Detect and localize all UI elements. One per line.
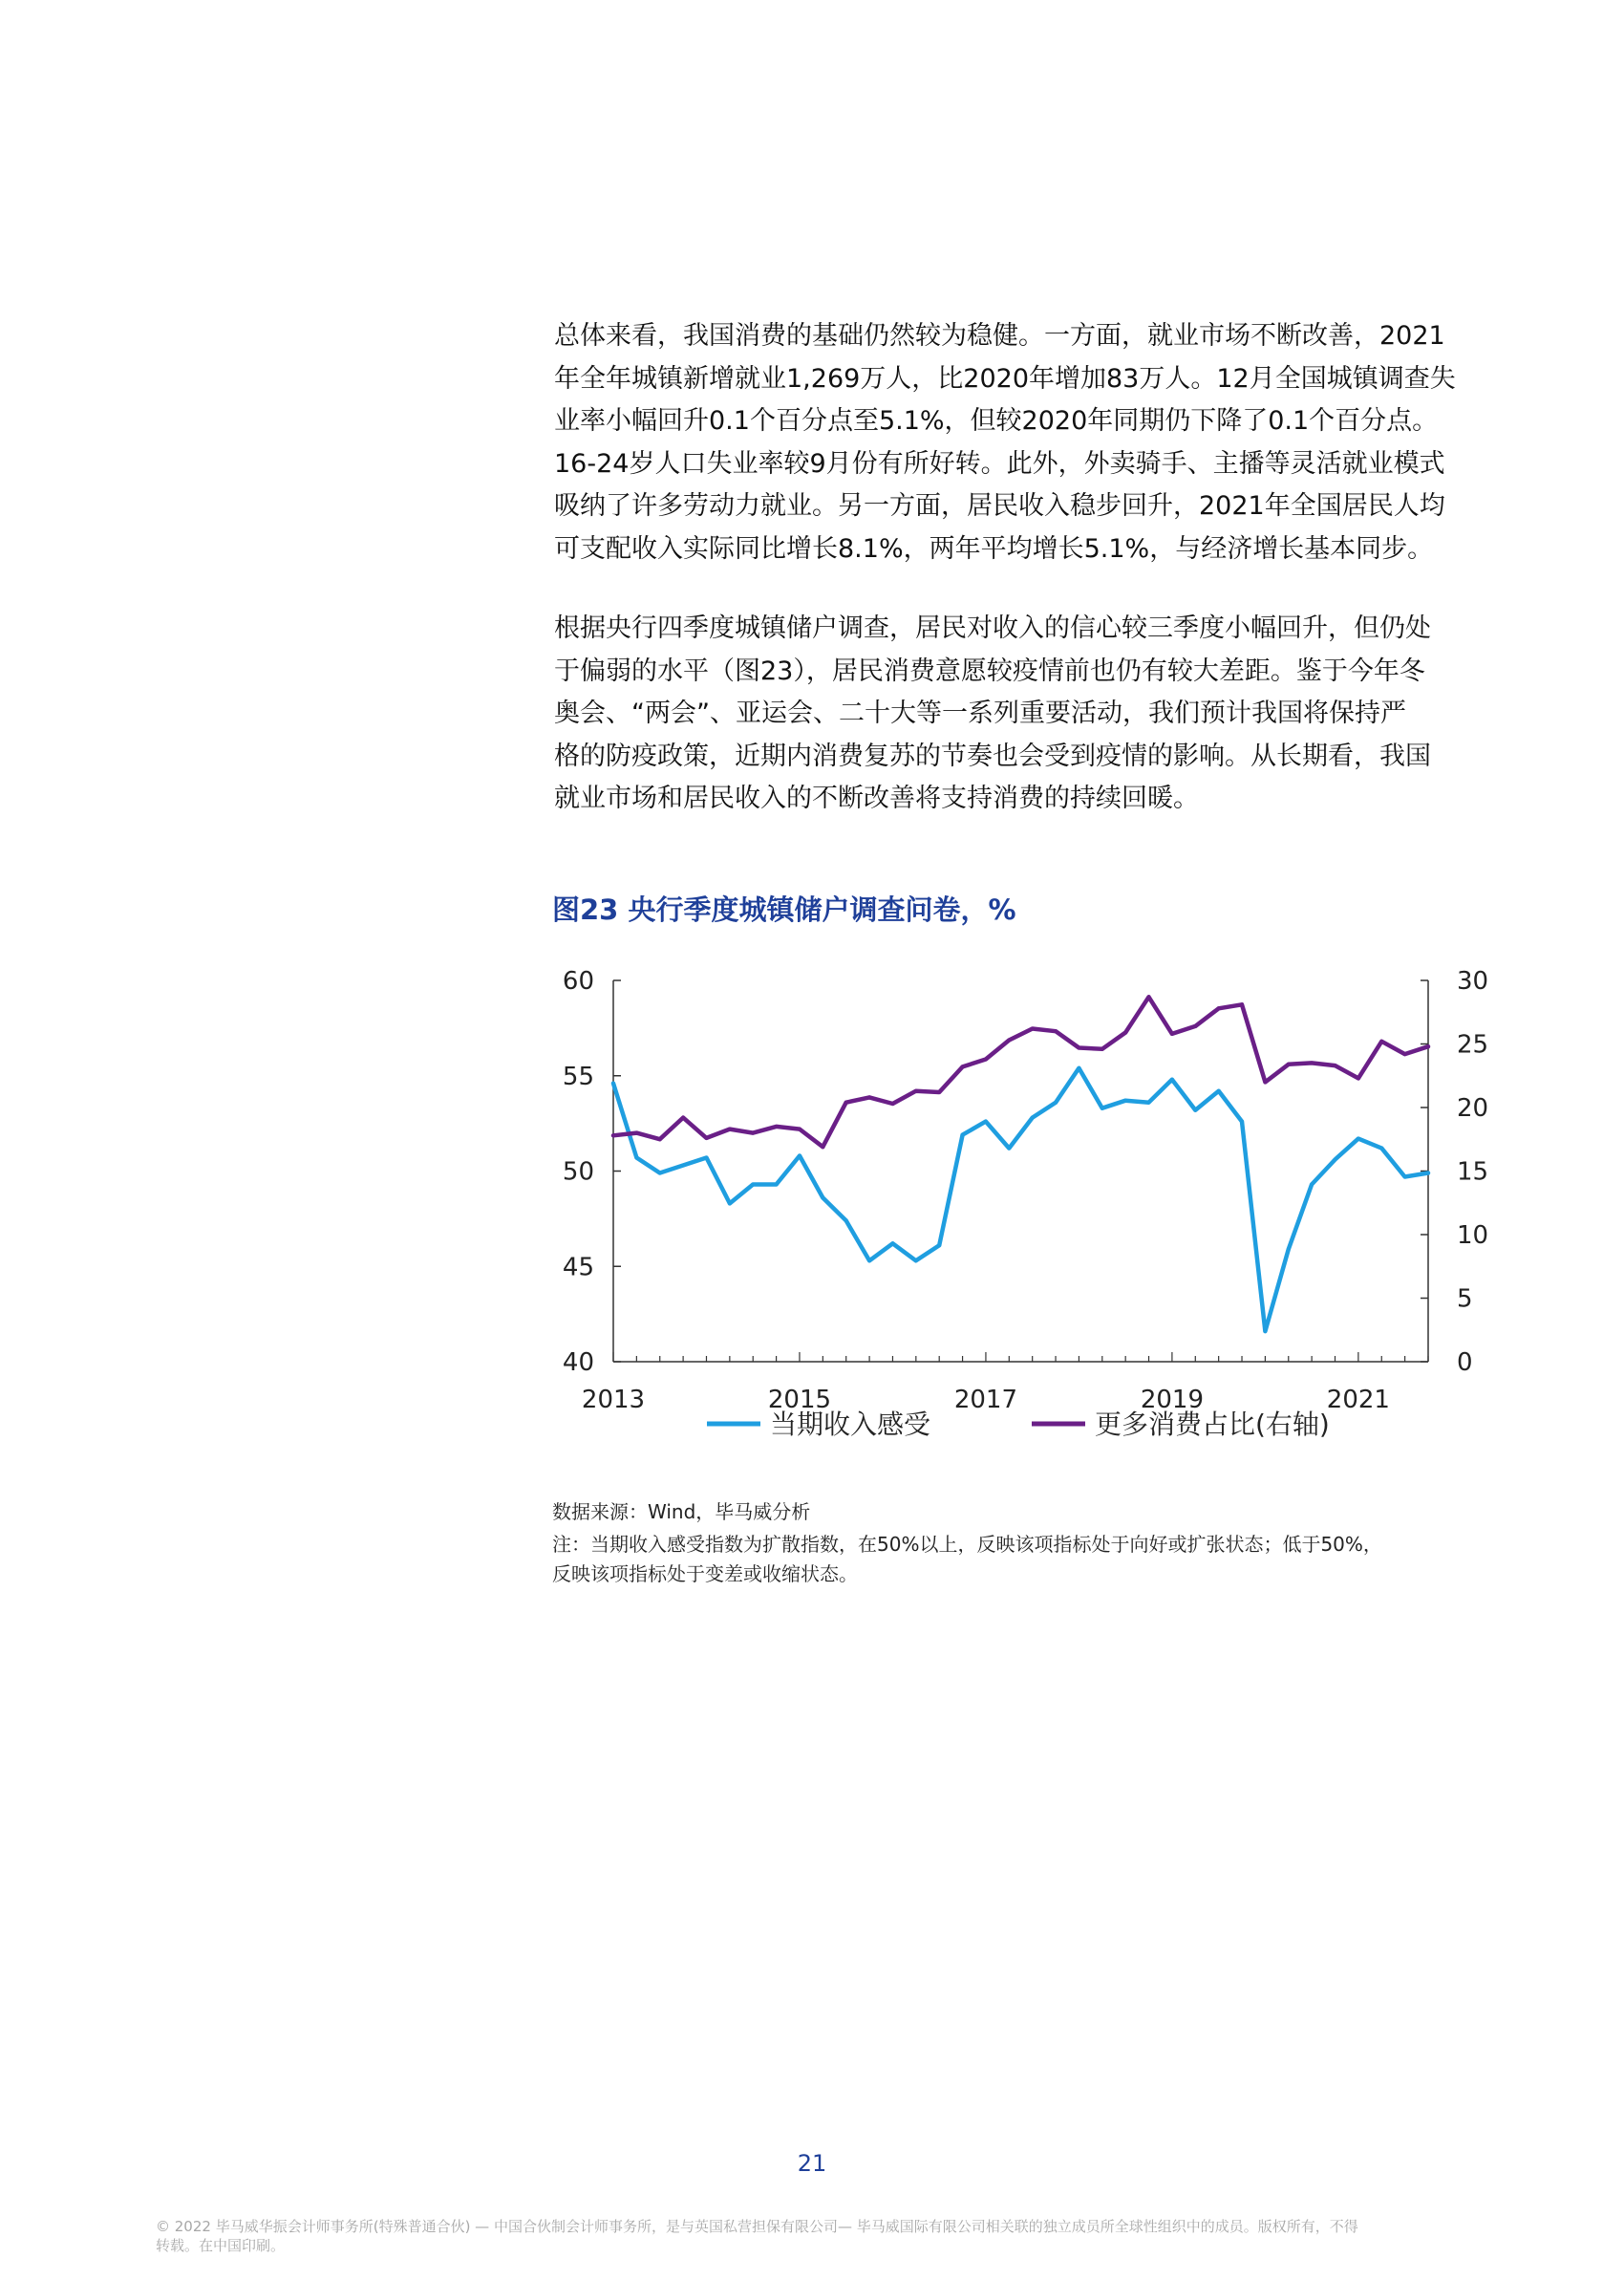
data-point — [961, 1065, 965, 1068]
right-axis-tick-label: 20 — [1457, 1094, 1489, 1123]
data-point — [1193, 1024, 1197, 1028]
data-point — [890, 1102, 894, 1106]
data-point — [844, 1101, 848, 1105]
data-point — [1334, 1158, 1337, 1162]
data-point — [867, 1095, 871, 1099]
copyright-footer — [156, 2217, 1484, 2255]
data-point — [1100, 1047, 1104, 1051]
right-axis-tick-label: 10 — [1457, 1221, 1489, 1250]
paragraph-line: 总体来看，我国消费的基础仍然较为稳健。一方面，就业市场不断改善，2021 — [554, 321, 1445, 351]
data-point — [961, 1133, 965, 1137]
data-point — [1077, 1066, 1080, 1070]
data-point — [1031, 1027, 1035, 1031]
data-point — [1357, 1137, 1360, 1141]
data-point — [984, 1120, 988, 1124]
data-point — [1240, 1120, 1244, 1124]
right-axis-tick-label: 30 — [1457, 967, 1489, 996]
body-paragraph-2 — [554, 608, 1481, 821]
data-point — [704, 1156, 708, 1160]
left-axis-tick-label: 45 — [562, 1253, 594, 1282]
data-point — [1054, 1101, 1058, 1105]
data-point — [1147, 1101, 1151, 1105]
x-axis-tick-label: 2021 — [1326, 1386, 1390, 1414]
data-point — [1287, 1063, 1291, 1066]
x-axis-tick-label: 2017 — [953, 1386, 1018, 1414]
figure-title: 图23 央行季度城镇储户调查问卷，% — [552, 893, 1016, 926]
data-point — [751, 1131, 755, 1135]
data-point — [1287, 1247, 1291, 1251]
series-line-2 — [613, 997, 1428, 1147]
data-point — [1379, 1147, 1383, 1151]
legend-label: 更多消费占比(右轴) — [1095, 1409, 1330, 1440]
data-point — [728, 1128, 732, 1131]
data-point — [1379, 1040, 1383, 1043]
x-axis-tick-label: 2019 — [1140, 1386, 1205, 1414]
data-point — [658, 1171, 662, 1174]
data-point — [681, 1116, 685, 1120]
data-point — [1334, 1064, 1337, 1067]
data-point — [1240, 1002, 1244, 1006]
data-point — [914, 1258, 918, 1262]
body-paragraph-1 — [554, 315, 1481, 570]
paragraph-line: 于偏弱的水平（图23），居民消费意愿较疫情前也仍有较大差距。鉴于今年冬 — [554, 656, 1425, 686]
data-point — [1077, 1045, 1080, 1049]
data-point — [1403, 1052, 1407, 1056]
data-point — [1007, 1039, 1011, 1043]
data-point — [1147, 995, 1151, 999]
data-point — [1123, 1099, 1127, 1103]
paragraph-line: 就业市场和居民收入的不断改善将支持消费的持续回暖。 — [554, 784, 1199, 813]
footer-line-2: 转载。在中国印刷。 — [156, 2237, 286, 2254]
data-point — [821, 1195, 824, 1199]
data-source: 数据来源：Wind，毕马威分析 — [552, 1500, 811, 1523]
data-point — [1357, 1076, 1360, 1080]
data-point — [1310, 1061, 1314, 1065]
series-points-2 — [611, 995, 1430, 1149]
data-point — [1123, 1031, 1127, 1035]
data-point — [1100, 1107, 1104, 1110]
paragraph-line: 16-24岁人口失业率较9月份有所好转。此外，外卖骑手、主播等灵活就业模式 — [554, 448, 1445, 479]
footer-line-1: © 2022 毕马威华振会计师事务所(特殊普通合伙) — 中国合伙制会计师事务所，是与英国私营担保有限公司— 毕马威国际有限公司相关联的独立成员所全球性组织中的成员。版权所有，不得 — [156, 2218, 1358, 2235]
income-consumption-chart — [535, 946, 1490, 1481]
data-point — [1193, 1108, 1197, 1112]
data-point — [1031, 1116, 1035, 1120]
data-point — [611, 1082, 615, 1086]
right-axis-tick-label: 0 — [1457, 1348, 1473, 1377]
data-point — [611, 1133, 615, 1137]
left-axis-tick-label: 55 — [562, 1062, 594, 1091]
data-point — [798, 1154, 801, 1158]
paragraph-line: 可支配收入实际同比增长8.1%，两年平均增长5.1%，与经济增长基本同步。 — [554, 533, 1434, 564]
data-point — [1217, 1006, 1221, 1010]
data-point — [1310, 1182, 1314, 1186]
data-point — [704, 1136, 708, 1140]
data-point — [984, 1057, 988, 1061]
data-point — [634, 1131, 638, 1135]
data-point — [937, 1090, 941, 1094]
paragraph-line: 奥会、“两会”、亚运会、二十大等一系列重要活动，我们预计我国将保持严 — [554, 699, 1406, 728]
data-point — [1263, 1329, 1267, 1333]
data-point — [751, 1182, 755, 1186]
data-point — [1263, 1080, 1267, 1084]
data-point — [798, 1128, 801, 1131]
data-point — [844, 1218, 848, 1222]
data-point — [681, 1164, 685, 1168]
legend-label: 当期收入感受 — [770, 1409, 931, 1440]
data-point — [775, 1182, 779, 1186]
data-point — [728, 1201, 732, 1205]
data-point — [1403, 1174, 1407, 1178]
data-point — [634, 1156, 638, 1160]
series-line-1 — [613, 1068, 1428, 1331]
data-point — [1217, 1089, 1221, 1093]
data-point — [1426, 1044, 1430, 1048]
data-point — [1426, 1171, 1430, 1174]
data-point — [658, 1137, 662, 1141]
data-point — [821, 1145, 824, 1149]
figure-note-line-1: 注：当期收入感受指数为扩散指数，在50%以上，反映该项指标处于向好或扩张状态；低于50%， — [552, 1533, 1382, 1556]
data-point — [890, 1241, 894, 1245]
data-point — [1007, 1147, 1011, 1151]
right-axis-tick-label: 15 — [1457, 1157, 1489, 1187]
right-axis-tick-label: 25 — [1457, 1030, 1489, 1060]
paragraph-line: 年全年城镇新增就业1,269万人，比2020年增加83万人。12月全国城镇调查失 — [554, 363, 1456, 394]
x-axis-tick-label: 2015 — [767, 1386, 832, 1414]
paragraph-line: 根据央行四季度城镇储户调查，居民对收入的信心较三季度小幅回升，但仍处 — [554, 613, 1431, 643]
data-point — [914, 1089, 918, 1093]
data-point — [867, 1258, 871, 1262]
data-point — [1054, 1029, 1058, 1033]
x-axis-tick-label: 2013 — [581, 1386, 646, 1414]
paragraph-line: 业率小幅回升0.1个百分点至5.1%，但较2020年同期仍下降了0.1个百分点。 — [554, 406, 1439, 436]
data-point — [937, 1243, 941, 1247]
right-axis-tick-label: 5 — [1457, 1284, 1473, 1314]
left-axis-tick-label: 40 — [562, 1348, 594, 1377]
figure-note-line-2: 反映该项指标处于变差或收缩状态。 — [552, 1562, 858, 1585]
data-point — [775, 1125, 779, 1129]
paragraph-line: 格的防疫政策，近期内消费复苏的节奏也会受到疫情的影响。从长期看，我国 — [554, 741, 1431, 771]
data-point — [1170, 1032, 1174, 1036]
paragraph-line: 吸纳了许多劳动力就业。另一方面，居民收入稳步回升，2021年全国居民人均 — [554, 491, 1445, 521]
data-point — [1170, 1078, 1174, 1082]
left-axis-tick-label: 60 — [562, 967, 594, 996]
page-number: 21 — [797, 2150, 827, 2177]
left-axis-tick-label: 50 — [562, 1157, 594, 1187]
